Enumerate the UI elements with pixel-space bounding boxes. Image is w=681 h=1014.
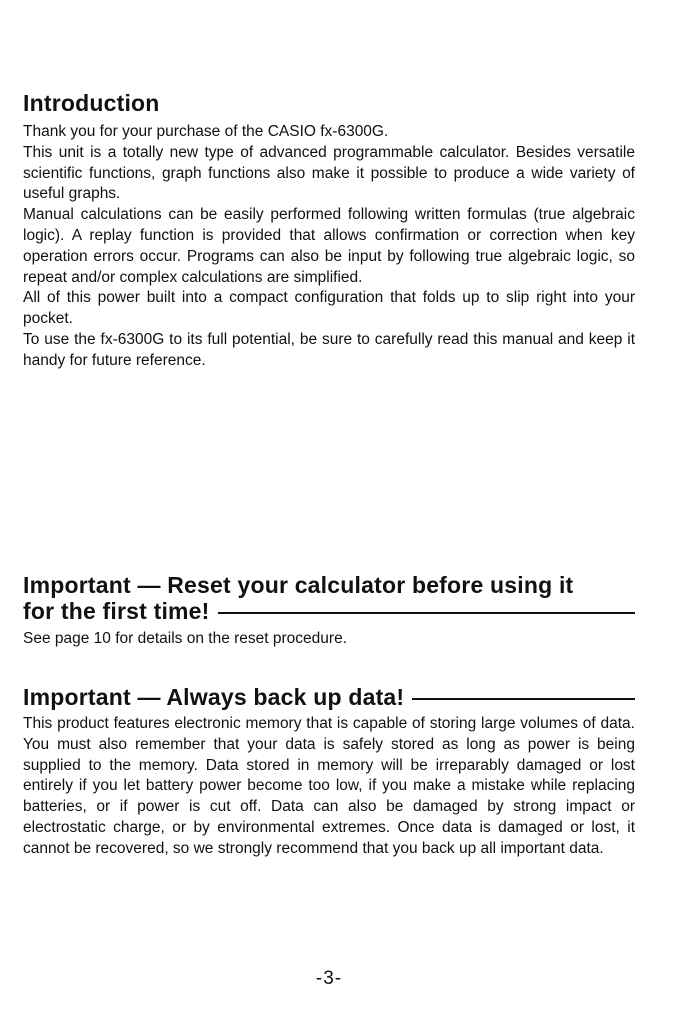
backup-heading-row <box>23 684 635 710</box>
intro-paragraph-1: Thank you for your purchase of the CASIO fx-6300G. <box>23 123 389 140</box>
backup-heading: Important — Always back up data! <box>23 684 405 710</box>
reset-text: See page 10 for details on the reset procedure. <box>23 630 347 647</box>
introduction-section <box>23 90 635 372</box>
introduction-heading: Introduction <box>23 90 160 116</box>
reset-section <box>23 572 635 650</box>
intro-paragraph-2: This unit is a totally new type of advanced programmable calculator. Besides versatile scientific functions, graph functions also make it possible to produce a wide variety of useful graphs. <box>23 143 635 203</box>
intro-paragraph-5: To use the fx-6300G to its full potential, be sure to carefully read this manual and keep it handy for future reference. <box>23 330 635 369</box>
heading-rule <box>412 698 635 700</box>
intro-paragraph-3: Manual calculations can be easily performed following written formulas (true algebraic logic). A replay function is provided that allows confirmation or correction when key operation errors occur. Programs can also be input by following true algebraic logic, so repeat and/or complex calculations are simplified. <box>23 206 635 286</box>
reset-heading-line-2-row <box>23 598 635 624</box>
reset-heading-line-1: Important — Reset your calculator before using it <box>23 572 574 598</box>
backup-section <box>23 684 635 860</box>
backup-text: This product features electronic memory that is capable of storing large volumes of data. You must also remember that your data is safely stored as long as power is being supplied to the memory. Data stored in memory will be irreparably damaged or lost entirely if you let battery power become too low, if you make a mistake while replacing batteries, or if power is cut off. Data can also be damaged by strong impact or electrostatic charge, or by environmental extremes. Once data is damaged or lost, it cannot be recovered, so we strongly recommend that you back up all important data. <box>23 715 635 857</box>
reset-heading-line-2: for the first time! <box>23 598 210 624</box>
page-number: -3- <box>315 968 343 989</box>
heading-rule <box>218 612 635 614</box>
intro-paragraph-4: All of this power built into a compact configuration that folds up to slip right into your pocket. <box>23 289 635 328</box>
manual-page <box>23 0 635 1014</box>
